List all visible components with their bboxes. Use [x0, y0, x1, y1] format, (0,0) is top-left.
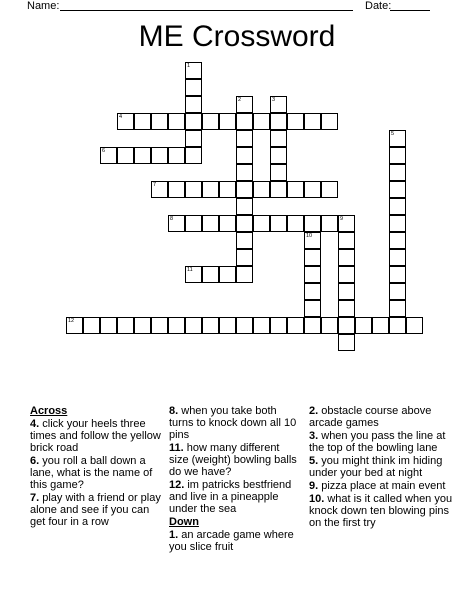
clue-text: pizza place at main event [321, 480, 446, 492]
grid-cell[interactable] [100, 147, 117, 164]
grid-cell[interactable] [219, 215, 236, 232]
grid-cell[interactable] [389, 215, 406, 232]
grid-cell[interactable] [236, 232, 253, 249]
grid-cell[interactable] [202, 266, 219, 283]
grid-cell[interactable] [202, 113, 219, 130]
grid-cell[interactable] [338, 317, 355, 334]
grid-cell[interactable] [270, 215, 287, 232]
date-field[interactable] [390, 10, 430, 11]
clue-number-label: 3 [272, 97, 276, 103]
clue-number: 1. [169, 529, 179, 541]
grid-cell[interactable] [389, 300, 406, 317]
grid-cell[interactable] [338, 300, 355, 317]
grid-cell[interactable] [134, 147, 151, 164]
clue-column-3 [309, 405, 453, 530]
clue-number-label: 12 [68, 318, 75, 324]
page-title: ME Crossword [138, 20, 336, 53]
grid-cell[interactable] [185, 181, 202, 198]
clue-text: im patricks bestfriend and live in a pineapple under the sea [169, 479, 292, 515]
grid-cell[interactable] [236, 164, 253, 181]
grid-cell[interactable] [185, 79, 202, 96]
clue-number-label: 10 [306, 233, 313, 239]
clue-number-label: 4 [119, 114, 123, 120]
grid-cell[interactable] [304, 181, 321, 198]
grid-cell[interactable] [389, 147, 406, 164]
grid-cell[interactable] [185, 147, 202, 164]
grid-cell[interactable] [219, 181, 236, 198]
clue-number: 4. [30, 418, 40, 430]
clue-down-10 [309, 493, 453, 529]
clue-number: 2. [309, 405, 319, 417]
clue-text: play with a friend or play alone and see if you can get four in a row [30, 492, 161, 528]
clue-text: when you take both turns to knock down all 10 pins [169, 405, 297, 441]
clue-number-label: 7 [153, 182, 157, 188]
clue-number: 7. [30, 492, 40, 504]
grid-cell[interactable] [304, 232, 321, 249]
grid-cell[interactable] [202, 215, 219, 232]
grid-cell[interactable] [151, 147, 168, 164]
clue-number-label: 1 [187, 63, 191, 69]
clues-section [0, 405, 474, 605]
grid-cell[interactable] [253, 113, 270, 130]
grid-cell[interactable] [185, 62, 202, 79]
grid-cell[interactable] [185, 96, 202, 113]
clue-text: obstacle course above arcade games [309, 405, 432, 429]
clue-text: you might think im hiding under your bed at night [309, 455, 443, 479]
grid-cell[interactable] [270, 181, 287, 198]
clue-number: 12. [169, 479, 185, 491]
grid-cell[interactable] [236, 130, 253, 147]
clue-across-4 [30, 418, 165, 454]
grid-cell[interactable] [151, 317, 168, 334]
clue-column-2 [169, 405, 301, 554]
grid-cell[interactable] [134, 317, 151, 334]
grid-cell[interactable] [168, 181, 185, 198]
grid-cell[interactable] [338, 215, 355, 232]
grid-cell[interactable] [338, 249, 355, 266]
grid-cell[interactable] [287, 317, 304, 334]
grid-cell[interactable] [338, 283, 355, 300]
grid-cell[interactable] [185, 266, 202, 283]
clue-text: click your heels three times and follow the yellow brick road [30, 418, 161, 454]
grid-cell[interactable] [236, 147, 253, 164]
grid-cell[interactable] [236, 96, 253, 113]
clue-number: 3. [309, 430, 319, 442]
grid-cell[interactable] [270, 96, 287, 113]
grid-cell[interactable] [236, 317, 253, 334]
grid-cell[interactable] [253, 181, 270, 198]
grid-cell[interactable] [236, 181, 253, 198]
grid-cell[interactable] [355, 317, 372, 334]
grid-cell[interactable] [236, 266, 253, 283]
grid-cell[interactable] [389, 130, 406, 147]
grid-cell[interactable] [236, 198, 253, 215]
clue-number: 11. [169, 442, 184, 454]
grid-cell[interactable] [253, 215, 270, 232]
grid-cell[interactable] [270, 130, 287, 147]
grid-cell[interactable] [389, 317, 406, 334]
clue-number-label: 2 [238, 97, 242, 103]
grid-cell[interactable] [134, 113, 151, 130]
grid-cell[interactable] [117, 147, 134, 164]
grid-cell[interactable] [304, 266, 321, 283]
grid-cell[interactable] [151, 113, 168, 130]
clue-number: 9. [309, 480, 319, 492]
grid-cell[interactable] [389, 266, 406, 283]
grid-cell[interactable] [304, 300, 321, 317]
grid-cell[interactable] [151, 181, 168, 198]
clue-text: you roll a ball down a lane, what is the name of this game? [30, 455, 153, 491]
grid-cell[interactable] [219, 317, 236, 334]
grid-cell[interactable] [304, 249, 321, 266]
grid-cell[interactable] [389, 232, 406, 249]
clue-down-2 [309, 405, 453, 429]
grid-cell[interactable] [287, 215, 304, 232]
grid-cell[interactable] [236, 249, 253, 266]
clue-text: an arcade game where you slice fruit [169, 529, 294, 553]
grid-cell[interactable] [304, 317, 321, 334]
grid-cell[interactable] [287, 113, 304, 130]
grid-cell[interactable] [253, 317, 270, 334]
clue-down-9 [309, 480, 453, 492]
grid-cell[interactable] [338, 232, 355, 249]
clue-text: how many different size (weight) bowling balls do we have? [169, 442, 297, 478]
clue-number: 10. [309, 493, 325, 505]
grid-cell[interactable] [389, 181, 406, 198]
clue-across-8 [169, 405, 301, 441]
grid-cell[interactable] [304, 113, 321, 130]
across-heading: Across [30, 405, 68, 417]
grid-cell[interactable] [202, 317, 219, 334]
grid-cell[interactable] [202, 181, 219, 198]
grid-cell[interactable] [185, 130, 202, 147]
grid-cell[interactable] [389, 249, 406, 266]
grid-cell[interactable] [185, 215, 202, 232]
clue-number-label: 11 [187, 267, 193, 273]
grid-cell[interactable] [117, 113, 134, 130]
grid-cell[interactable] [236, 113, 253, 130]
grid-cell[interactable] [219, 113, 236, 130]
grid-cell[interactable] [168, 317, 185, 334]
clue-number-label: 6 [102, 148, 106, 154]
grid-cell[interactable] [304, 283, 321, 300]
clue-number-label: 8 [170, 216, 174, 222]
grid-cell[interactable] [321, 181, 338, 198]
clue-across-11 [169, 442, 301, 478]
grid-cell[interactable] [304, 215, 321, 232]
clue-number: 5. [309, 455, 319, 467]
grid-cell[interactable] [185, 317, 202, 334]
grid-cell[interactable] [66, 317, 83, 334]
grid-cell[interactable] [338, 334, 355, 351]
grid-cell[interactable] [338, 266, 355, 283]
clue-number-label: 5 [391, 131, 395, 137]
grid-cell[interactable] [168, 113, 185, 130]
grid-cell[interactable] [406, 317, 423, 334]
clue-number: 6. [30, 455, 40, 467]
grid-cell[interactable] [83, 317, 100, 334]
clue-down-3 [309, 430, 453, 454]
down-heading: Down [169, 516, 199, 528]
grid-cell[interactable] [270, 317, 287, 334]
grid-cell[interactable] [389, 164, 406, 181]
grid-cell[interactable] [389, 198, 406, 215]
grid-cell[interactable] [117, 317, 134, 334]
grid-cell[interactable] [100, 317, 117, 334]
grid-cell[interactable] [185, 113, 202, 130]
grid-cell[interactable] [321, 215, 338, 232]
clue-across-6 [30, 455, 165, 491]
clue-number: 8. [169, 405, 179, 417]
grid-cell[interactable] [168, 147, 185, 164]
date-label: Date: [365, 0, 392, 12]
clue-across-12 [169, 479, 301, 515]
name-field[interactable] [60, 10, 353, 11]
grid-cell[interactable] [168, 215, 185, 232]
grid-cell[interactable] [270, 147, 287, 164]
grid-cell[interactable] [236, 215, 253, 232]
worksheet-header [0, 0, 474, 14]
clue-text: what is it called when you knock down ten blowing pins on the first try [309, 493, 453, 529]
grid-cell[interactable] [389, 283, 406, 300]
clue-text: when you pass the line at the top of the bowling lane [309, 430, 446, 454]
clue-number-label: 9 [340, 216, 344, 222]
grid-cell[interactable] [270, 164, 287, 181]
grid-cell[interactable] [219, 266, 236, 283]
name-label: Name: [27, 0, 60, 12]
clue-down-5 [309, 455, 453, 479]
clue-column-1 [30, 405, 165, 529]
grid-cell[interactable] [372, 317, 389, 334]
grid-cell[interactable] [321, 317, 338, 334]
clue-down-1 [169, 529, 301, 553]
clue-across-7 [30, 492, 165, 528]
grid-cell[interactable] [321, 113, 338, 130]
grid-cell[interactable] [287, 181, 304, 198]
grid-cell[interactable] [270, 113, 287, 130]
